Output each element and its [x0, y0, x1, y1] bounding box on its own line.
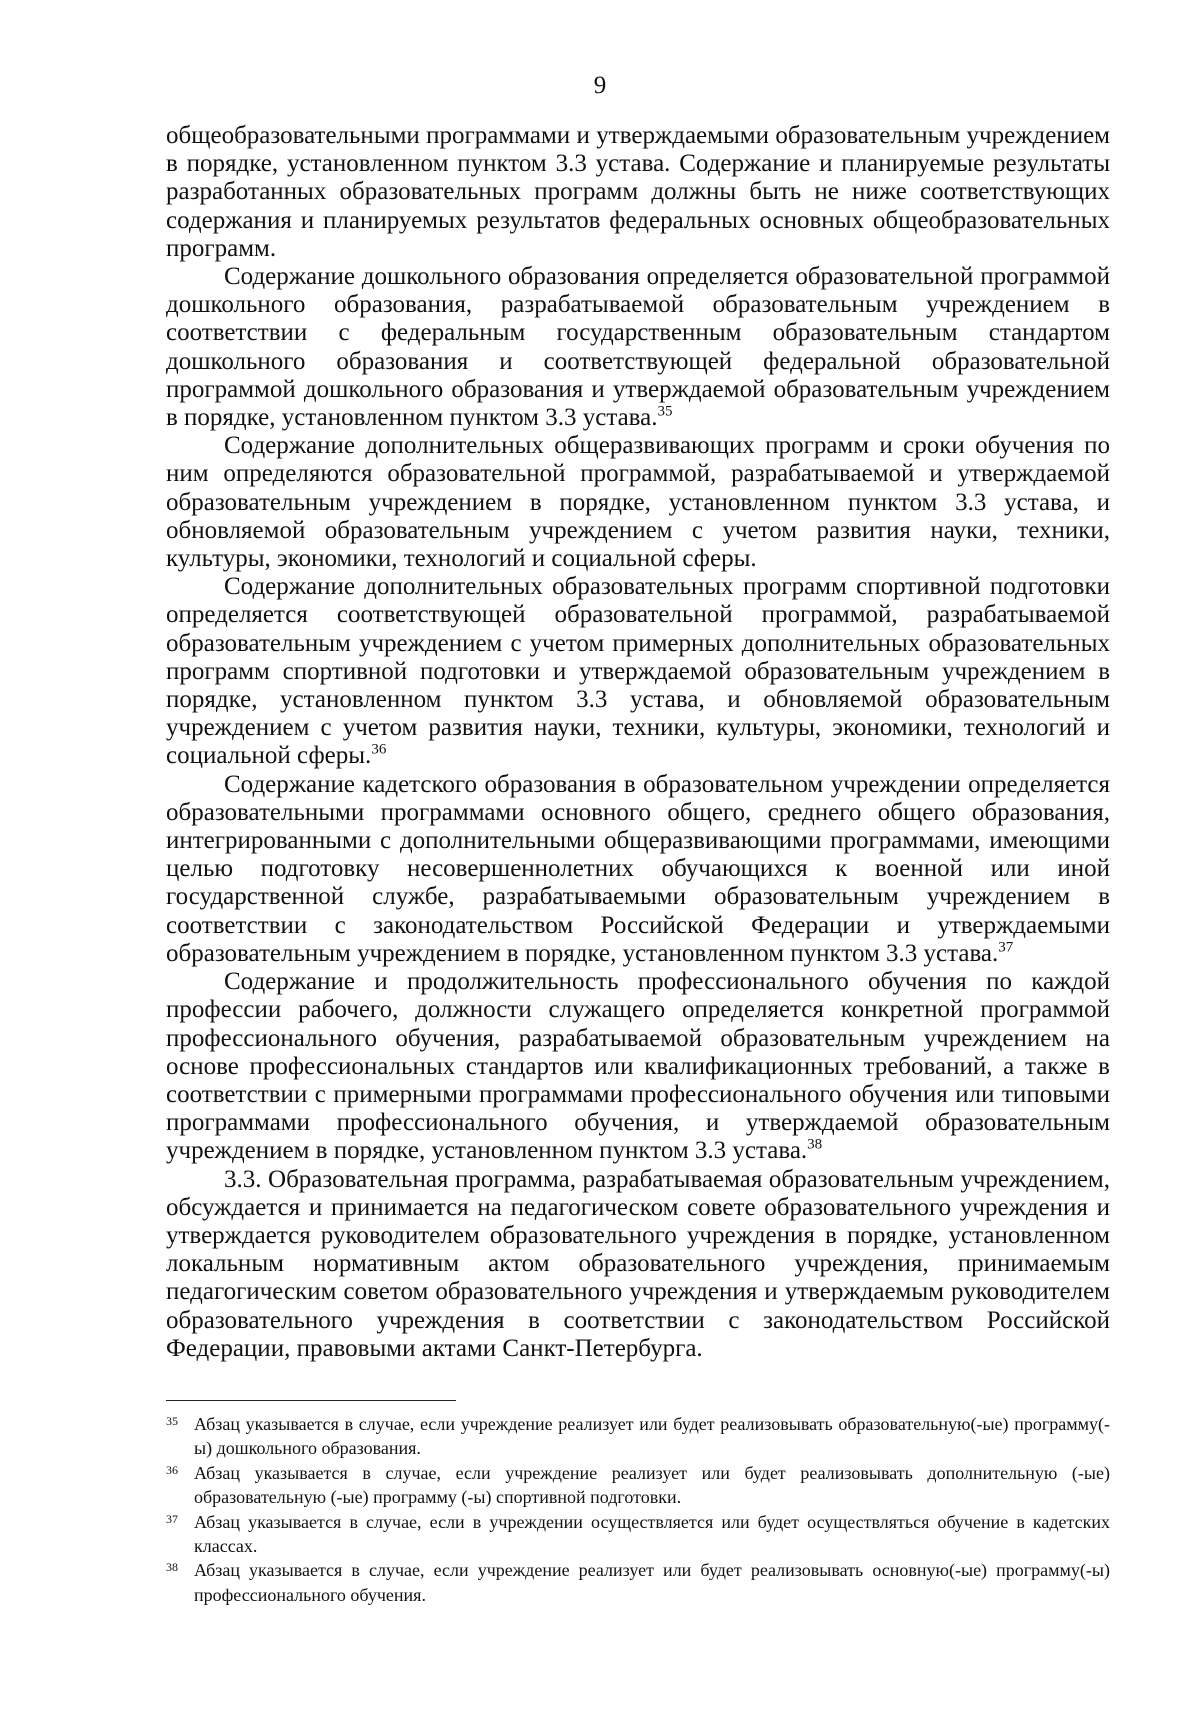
- main-text: [166, 122, 1110, 1363]
- footnote-ref-35: 35: [657, 403, 673, 420]
- page-number: 9: [593, 72, 607, 99]
- footnote-38: [166, 1558, 1110, 1607]
- paragraph-continued: общеобразовательными программами и утверждаемыми образовательным учреждением в порядке, установленном пунктом 3.3 устава. Содержание и планируемые результаты разработанных образовательных программ должны быть не ниже соответствующих содержания и планируемых результатов федеральных основных общеобразовательных программ.: [166, 122, 1110, 262]
- footnote-text: Абзац указывается в случае, если учреждение реализует или будет реализовывать дополнительную (-ые) образовательную (-ые) программу (-ы) спортивной подготовки.: [194, 1462, 1110, 1508]
- footnote-35: [166, 1412, 1110, 1461]
- paragraph-general-developmental: Содержание дополнительных общеразвивающих программ и сроки обучения по ним определяются образовательной программой, разрабатываемой и утверждаемой образовательным учреждением в порядке, установленном пунктом 3.3 устава, и обновляемой образовательным учреждением с учетом развития науки, техники, культуры, экономики, технологий и социальной сферы.: [166, 432, 1110, 573]
- paragraph-text: Содержание дополнительных образовательных программ спортивной подготовки определяется соответствующей образовательной программой, разрабатываемой образовательным учреждением с учетом примерных дополнительных образовательных программ спортивной подготовки и утверждаемой образовательным учреждением в порядке, установленном пунктом 3.3 устава, и обновляемой образовательным учреждением с учетом развития науки, техники, культуры, экономики, технологий и социальной сферы.: [166, 573, 1110, 770]
- paragraph-preschool: [166, 263, 1110, 432]
- paragraph-text: Содержание дошкольного образования определяется образовательной программой дошкольного образования, разрабатываемой образовательным учреждением в соответствии с федеральным государственным образовательным стандартом дошкольного образования и соответствующей федеральной образовательной программой дошкольного образования и утверждаемой образовательным учреждением в порядке, установленном пунктом 3.3 устава.: [166, 263, 1110, 432]
- footnote-number: 37: [166, 1511, 178, 1526]
- footnote-number: 38: [166, 1560, 178, 1575]
- paragraph-sports-training: [166, 573, 1110, 770]
- footnote-36: [166, 1461, 1110, 1510]
- footnote-37: [166, 1510, 1110, 1559]
- footnotes: [166, 1412, 1110, 1607]
- footnote-ref-37: 37: [998, 939, 1014, 956]
- footnote-separator: [166, 1400, 456, 1401]
- footnote-number: 35: [166, 1414, 178, 1428]
- footnote-text: Абзац указывается в случае, если учреждение реализует или будет реализовывать образовательную(-ые) программу(-ы) дошкольного образования.: [194, 1414, 1110, 1459]
- paragraph-vocational-training: [166, 968, 1110, 1165]
- footnote-number: 36: [166, 1462, 178, 1477]
- paragraph-clause-3-3: 3.3. Образовательная программа, разрабатываемая образовательным учреждением, обсуждается и принимается на педагогическом совете образовательного учреждения и утверждается руководителем образовательного учреждения в порядке, установленном локальным нормативным актом образовательного учреждения, принимаемым педагогическим советом образовательного учреждения и утверждаемым руководителем образовательного учреждения в соответствии с законодательством Российской Федерации, правовыми актами Санкт-Петербурга.: [166, 1165, 1110, 1362]
- footnote-ref-36: 36: [371, 742, 387, 759]
- footnote-text: Абзац указывается в случае, если в учреждении осуществляется или будет осуществляться обучение в кадетских классах.: [194, 1511, 1110, 1557]
- footnote-text: Абзац указывается в случае, если учреждение реализует или будет реализовывать основную(-ые) программу(-ы) профессионального обучения.: [194, 1560, 1110, 1605]
- footnote-ref-38: 38: [807, 1136, 823, 1153]
- paragraph-cadet-education: [166, 771, 1110, 968]
- paragraph-text: Содержание кадетского образования в образовательном учреждении определяется образовательными программами основного общего, среднего общего образования, интегрированными с дополнительными общеразвивающими программами, имеющими целью подготовку несовершеннолетних обучающихся к военной или иной государственной службе, разрабатываемыми образовательным учреждением в соответствии с законодательством Российской Федерации и утверждаемыми образовательным учреждением в порядке, установленном пунктом 3.3 устава.: [166, 770, 1110, 967]
- paragraph-text: Содержание и продолжительность профессионального обучения по каждой профессии рабочего, должности служащего определяется конкретной программой профессионального обучения, разрабатываемой образовательным учреждением на основе профессиональных стандартов или квалификационных требований, а также в соответствии с примерными программами профессионального обучения или типовыми программами профессионального обучения, и утверждаемой образовательным учреждением в порядке, установленном пунктом 3.3 устава.: [166, 968, 1110, 1165]
